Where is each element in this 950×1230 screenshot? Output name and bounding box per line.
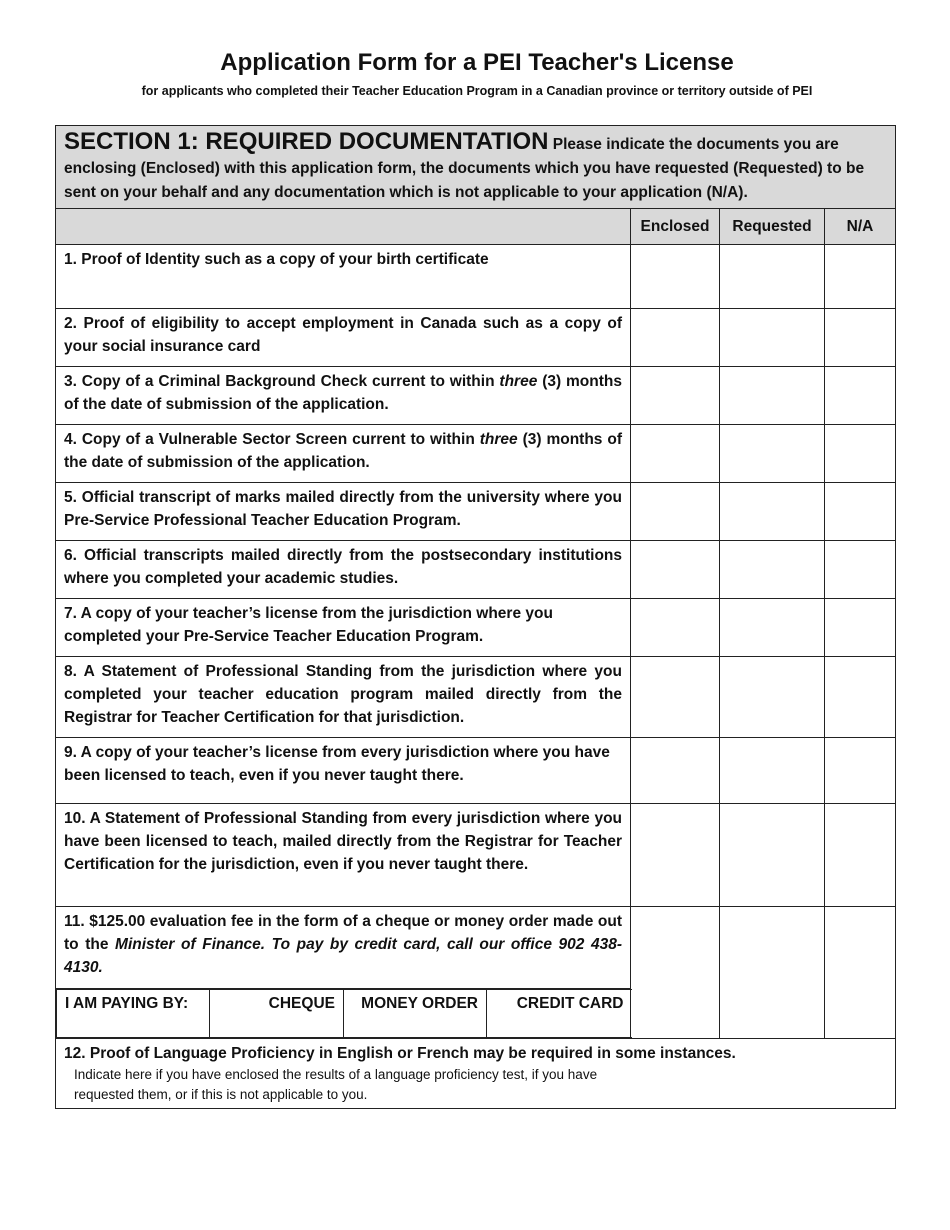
table-row: [56, 804, 896, 907]
table-row: [56, 309, 896, 367]
na-checkbox-cell[interactable]: [825, 483, 896, 541]
na-checkbox-cell[interactable]: [825, 309, 896, 367]
section-instructions: Please indicate the documents you are enclosing (Enclosed) with this application form, the documents which you have requested (Requested) to be sent on your behalf and any documentation which is not applicable to your application (N/A).: [64, 136, 865, 201]
table-row: [56, 541, 896, 599]
na-checkbox-cell[interactable]: [825, 804, 896, 907]
requested-checkbox-cell[interactable]: [720, 425, 825, 483]
na-checkbox-cell[interactable]: [825, 245, 896, 309]
item-text: 3. Copy of a Criminal Background Check current to within three (3) months of the date of submission of the application.: [56, 367, 631, 425]
na-checkbox-cell[interactable]: [825, 599, 896, 657]
enclosed-checkbox-cell[interactable]: [631, 804, 720, 907]
requested-checkbox-cell[interactable]: [720, 483, 825, 541]
na-checkbox-cell[interactable]: [825, 738, 896, 804]
enclosed-checkbox-cell[interactable]: [631, 245, 720, 309]
enclosed-checkbox-cell[interactable]: [631, 425, 720, 483]
requested-checkbox-cell[interactable]: [720, 804, 825, 907]
table-row: [56, 907, 896, 989]
na-checkbox-cell[interactable]: [825, 425, 896, 483]
column-header-blank: [56, 209, 631, 245]
table-row: [56, 657, 896, 738]
form-subtitle: for applicants who completed their Teacher Education Program in a Canadian province or territory outside of PEI: [141, 84, 813, 98]
table-row: [56, 1039, 896, 1109]
enclosed-checkbox-cell[interactable]: [631, 738, 720, 804]
table-row: [56, 738, 896, 804]
na-checkbox-cell[interactable]: [825, 367, 896, 425]
column-header-enclosed: Enclosed: [631, 209, 720, 245]
money-order-option[interactable]: MONEY ORDER: [344, 990, 487, 1038]
item-text: 10. A Statement of Professional Standing from every jurisdiction where you have been licensed to teach, mailed directly from the Registrar for Teacher Certification for the jurisdiction, even if you never taught there.: [56, 804, 631, 907]
requested-checkbox-cell[interactable]: [720, 245, 825, 309]
enclosed-checkbox-cell[interactable]: [631, 483, 720, 541]
requested-checkbox-cell[interactable]: [720, 541, 825, 599]
item-12-note: Indicate here if you have enclosed the results of a language proficiency test, if you have requested them, or if this is not applicable to you.: [74, 1067, 598, 1102]
enclosed-checkbox-cell[interactable]: [631, 907, 720, 1039]
paying-by-label: I AM PAYING BY:: [57, 990, 210, 1038]
item-text: 11. $125.00 evaluation fee in the form of a cheque or money order made out to the Minister of Finance. To pay by credit card, call our office 902 438-4130.: [56, 907, 631, 989]
table-row: [56, 245, 896, 309]
table-row: [56, 483, 896, 541]
enclosed-checkbox-cell[interactable]: [631, 309, 720, 367]
item-text: 5. Official transcript of marks mailed directly from the university where you Pre-Service Professional Teacher Education Program.: [56, 483, 631, 541]
requested-checkbox-cell[interactable]: [720, 907, 825, 1039]
na-checkbox-cell[interactable]: [825, 541, 896, 599]
table-row: [56, 599, 896, 657]
form-title: Application Form for a PEI Teacher's License: [220, 49, 734, 76]
column-header-na: N/A: [825, 209, 896, 245]
na-checkbox-cell[interactable]: [825, 657, 896, 738]
enclosed-checkbox-cell[interactable]: [631, 541, 720, 599]
table-row: [56, 367, 896, 425]
enclosed-checkbox-cell[interactable]: [631, 367, 720, 425]
requested-checkbox-cell[interactable]: [720, 309, 825, 367]
requested-checkbox-cell[interactable]: [720, 657, 825, 738]
requested-checkbox-cell[interactable]: [720, 599, 825, 657]
section-header-row: [56, 126, 896, 209]
item-text: 2. Proof of eligibility to accept employment in Canada such as a copy of your social insurance card: [56, 309, 631, 367]
table-row: [56, 425, 896, 483]
enclosed-checkbox-cell[interactable]: [631, 599, 720, 657]
requested-checkbox-cell[interactable]: [720, 367, 825, 425]
credit-card-option[interactable]: CREDIT CARD: [487, 990, 632, 1038]
na-checkbox-cell[interactable]: [825, 907, 896, 1039]
enclosed-checkbox-cell[interactable]: [631, 657, 720, 738]
item-text: 8. A Statement of Professional Standing from the jurisdiction where you completed your teacher education program mailed directly from the Registrar for Teacher Certification for that jurisdiction.: [56, 657, 631, 738]
item-text: 4. Copy of a Vulnerable Sector Screen current to within three (3) months of the date of submission of the application.: [56, 425, 631, 483]
item-text: 6. Official transcripts mailed directly from the postsecondary institutions where you completed your academic studies.: [56, 541, 631, 599]
item-text: 1. Proof of Identity such as a copy of your birth certificate: [56, 245, 631, 309]
item-12-heading: 12. Proof of Language Proficiency in English or French may be required in some instances.: [64, 1045, 736, 1062]
item-12: [56, 1039, 896, 1109]
documentation-table: [55, 125, 896, 1109]
cheque-option[interactable]: CHEQUE: [210, 990, 344, 1038]
column-header-requested: Requested: [720, 209, 825, 245]
requested-checkbox-cell[interactable]: [720, 738, 825, 804]
item-text: 7. A copy of your teacher’s license from the jurisdiction where you completed your Pre-Service Teacher Education Program.: [56, 599, 631, 657]
column-header-row: [56, 209, 896, 245]
item-text: 9. A copy of your teacher’s license from every jurisdiction where you have been licensed to teach, even if you never taught there.: [56, 738, 631, 804]
section-heading: SECTION 1: REQUIRED DOCUMENTATION: [64, 128, 549, 155]
payment-options: [56, 989, 632, 1038]
